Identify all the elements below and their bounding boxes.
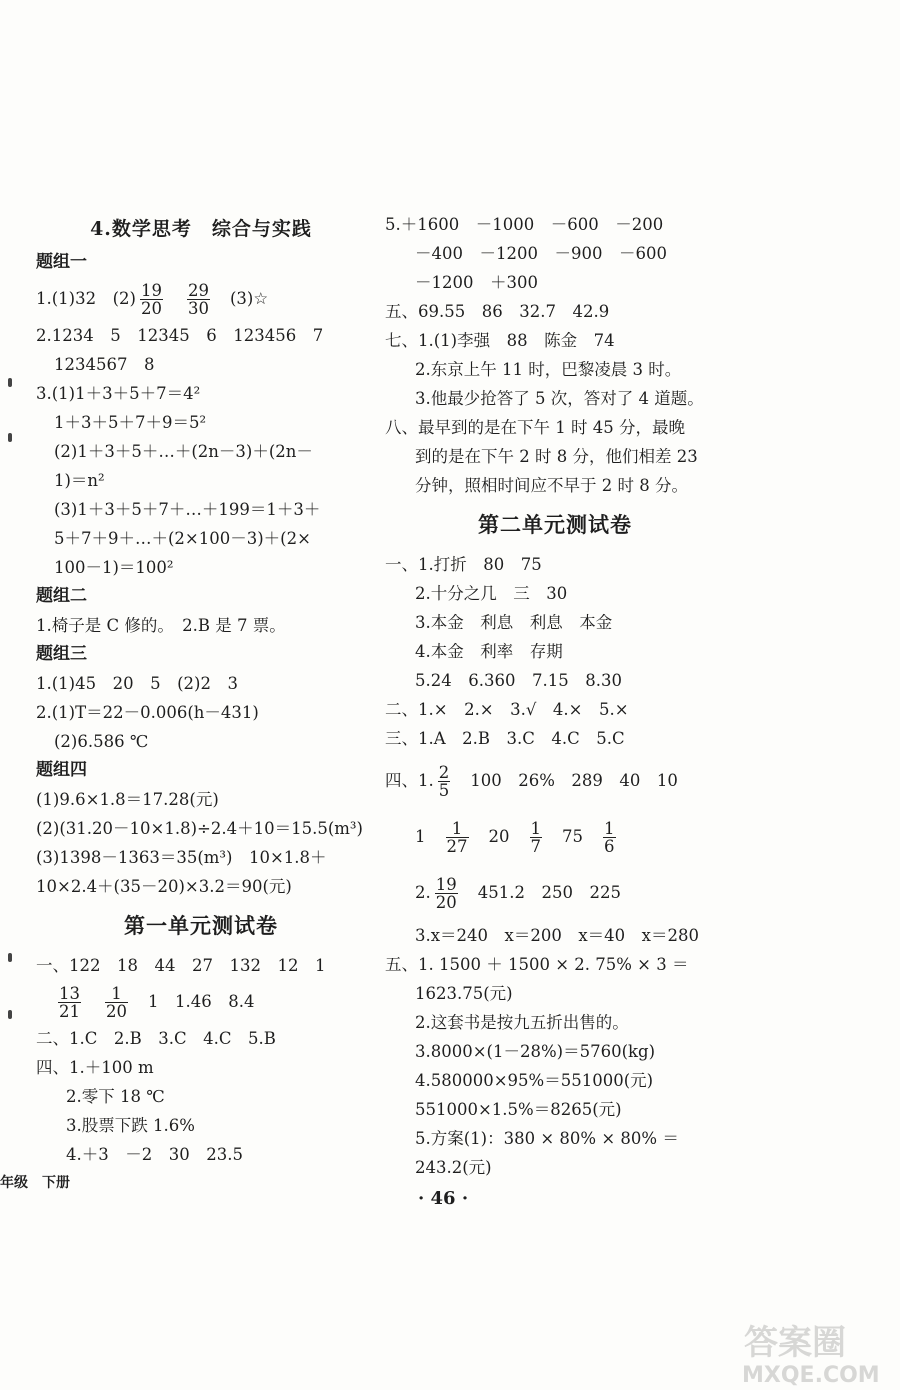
answer-line: －400 －1200 －900 －600 bbox=[415, 244, 667, 263]
answer-line: 一、1.打折 80 75 bbox=[385, 555, 542, 574]
fraction: $\frac{29}{30}$ bbox=[187, 281, 209, 318]
answer-line: 四、1. $\frac{2}{5}$ 100 26% 289 40 10 bbox=[385, 763, 678, 800]
answer-line: 二、1.C 2.B 3.C 4.C 5.B bbox=[36, 1029, 276, 1048]
answer-line: 4.本金 利率 存期 bbox=[415, 642, 563, 661]
scan-mark bbox=[8, 378, 12, 387]
answer-line: 5.方案(1)：380 × 80% × 80% ＝ bbox=[415, 1129, 679, 1148]
answer-line: 100－1)＝100² bbox=[54, 558, 174, 577]
answer-line: 10×2.4＋(35－20)×3.2＝90(元) bbox=[36, 877, 292, 896]
watermark-logo bbox=[740, 1318, 890, 1386]
answer-line: (1)9.6×1.8＝17.28(元) bbox=[36, 790, 219, 809]
section-title: 4.数学思考 综合与实践 bbox=[90, 218, 312, 240]
watermark-text: 答案圈 bbox=[744, 1323, 846, 1363]
answer-line: (3)1398－1363＝35(m³) 10×1.8＋ bbox=[36, 848, 327, 867]
fraction: $\frac{13}{21}$ bbox=[59, 984, 80, 1021]
answer-line: (3)1＋3＋5＋7＋…＋199＝1＋3＋ bbox=[54, 500, 321, 519]
answer-line: 到的是在下午 2 时 8 分，他们相差 23 bbox=[415, 447, 698, 466]
group-heading: 题组三 bbox=[36, 644, 87, 664]
answer-line: 243.2(元) bbox=[415, 1158, 492, 1177]
answer-line: 3.x＝240 x＝200 x＝40 x＝280 bbox=[415, 926, 699, 945]
fraction: $\frac{1}{20}$ bbox=[106, 984, 127, 1021]
answer-line: 2.零下 18 ℃ bbox=[66, 1087, 165, 1106]
answer-line: 2. $\frac{19}{20}$ 451.2 250 225 bbox=[415, 875, 621, 912]
fraction: $\frac{1}{6}$ bbox=[604, 819, 615, 856]
answer-line: 1.(1)32 (2) $\frac{19}{20}$ $\frac{29}{30}$ (3)☆ bbox=[36, 281, 269, 318]
group-heading: 题组一 bbox=[36, 252, 87, 272]
group-heading: 题组四 bbox=[36, 760, 87, 780]
answer-line: 1234567 8 bbox=[54, 355, 155, 374]
answer-line: 八、最早到的是在下午 1 时 45 分，最晚 bbox=[385, 418, 685, 437]
left-column bbox=[36, 210, 366, 1169]
answer-line: 5＋7＋9＋…＋(2×100－3)＋(2× bbox=[54, 529, 311, 548]
fraction: $\frac{19}{20}$ bbox=[140, 281, 162, 318]
answer-line: (2)(31.20－10×1.8)÷2.4＋10＝15.5(m³) bbox=[36, 819, 363, 838]
answer-line: 1＋3＋5＋7＋9＝5² bbox=[54, 413, 207, 432]
answer-line: 七、1.(1)李强 88 陈金 74 bbox=[385, 331, 615, 350]
answer-line: 一、122 18 44 27 132 12 1 bbox=[36, 956, 326, 975]
scan-mark bbox=[8, 953, 12, 962]
fraction: $\frac{2}{5}$ bbox=[438, 763, 450, 800]
answer-line: 二、1.× 2.× 3.√ 4.× 5.× bbox=[385, 700, 629, 719]
answer-line: 2.东京上午 11 时，巴黎凌晨 3 时。 bbox=[415, 360, 682, 379]
answer-line: 五、1. 1500 ＋ 1500 × 2. 75% × 3 ＝ bbox=[385, 955, 689, 974]
answer-line: 2.这套书是按九五折出售的。 bbox=[415, 1013, 629, 1032]
answer-line: 3.他最少抢答了 5 次，答对了 4 道题。 bbox=[415, 389, 704, 408]
answer-line: 5.24 6.360 7.15 8.30 bbox=[415, 671, 622, 690]
answer-line: 1.(1)45 20 5 (2)2 3 bbox=[36, 674, 238, 693]
answer-line: 3.8000×(1－28%)＝5760(kg) bbox=[415, 1042, 656, 1061]
answer-line: 551000×1.5%＝8265(元) bbox=[415, 1100, 622, 1119]
answer-line: 4.580000×95%＝551000(元) bbox=[415, 1071, 654, 1090]
unit-test-title: 第一单元测试卷 bbox=[124, 913, 278, 938]
answer-line: 五、69.55 86 32.7 42.9 bbox=[385, 302, 610, 321]
fraction: $\frac{19}{20}$ bbox=[435, 875, 457, 912]
answer-line: 5.＋1600 －1000 －600 －200 bbox=[385, 215, 664, 234]
answer-line: 三、1.A 2.B 3.C 4.C 5.C bbox=[385, 729, 625, 748]
answer-line: (2)1＋3＋5＋…＋(2n－3)＋(2n－ bbox=[54, 442, 313, 461]
fraction: $\frac{1}{7}$ bbox=[530, 819, 541, 856]
unit-test-title: 第二单元测试卷 bbox=[478, 512, 632, 537]
answer-line: 3.(1)1＋3＋5＋7＝4² bbox=[36, 384, 201, 403]
scan-mark bbox=[8, 433, 12, 442]
answer-line: －1200 ＋300 bbox=[415, 273, 538, 292]
watermark-url: MXQE.COM bbox=[742, 1363, 880, 1386]
answer-line: 2.(1)T＝22－0.006(h－431) bbox=[36, 703, 259, 722]
footer-grade-label: 年级 下册 bbox=[0, 1175, 70, 1191]
right-column bbox=[385, 210, 725, 1182]
page-number: · 46 · bbox=[418, 1188, 469, 1209]
answer-line: (2)6.586 ℃ bbox=[54, 732, 149, 751]
answer-line: 3.股票下跌 1.6% bbox=[66, 1116, 195, 1135]
fraction: $\frac{1}{27}$ bbox=[446, 819, 468, 856]
answer-line: 4.＋3 －2 30 23.5 bbox=[66, 1145, 243, 1164]
answer-line: 1 $\frac{1}{27}$ 20 $\frac{1}{7}$ 75 $\frac{1}{6}$ bbox=[415, 819, 615, 856]
answer-line: 1.椅子是 C 修的。 2.B 是 7 票。 bbox=[36, 616, 286, 635]
answer-line: 1)＝n² bbox=[54, 471, 105, 490]
group-heading: 题组二 bbox=[36, 586, 87, 606]
answer-line: 分钟，照相时间应不早于 2 时 8 分。 bbox=[415, 476, 688, 495]
answer-line: 2.1234 5 12345 6 123456 7 bbox=[36, 326, 324, 345]
scan-mark bbox=[8, 1010, 12, 1019]
answer-line: 3.本金 利息 利息 本金 bbox=[415, 613, 613, 632]
answer-line: $\frac{13}{21}$ $\frac{1}{20}$ 1 1.46 8.4 bbox=[59, 984, 255, 1021]
answer-line: 1623.75(元) bbox=[415, 984, 513, 1003]
answer-line: 四、1.＋100 m bbox=[36, 1058, 154, 1077]
answer-line: 2.十分之几 三 30 bbox=[415, 584, 568, 603]
